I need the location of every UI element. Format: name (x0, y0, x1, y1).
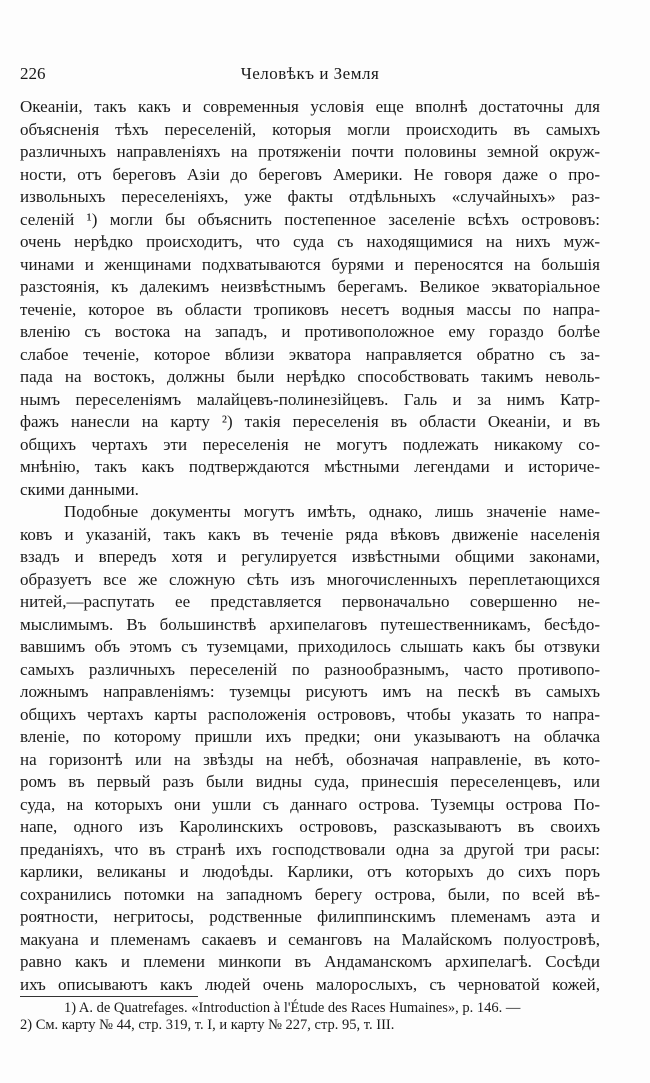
text-line: сохранились потомки на западномъ берегу острова, были, по всей вѣ- (20, 884, 600, 904)
text-line: суда, на которыхъ они ушли съ даннаго острова. Туземцы острова По- (20, 794, 600, 814)
paragraph (20, 501, 600, 996)
text-line: извольныхъ переселенiяхъ, уже факты отдѣльныхъ «случайныхъ» раз- (20, 187, 600, 206)
text-line: ихъ описываютъ какъ людей очень малорослыхъ, съ черноватой кожей, (20, 974, 600, 994)
text-line: Океанiи, такъ какъ и современныя условiя еще вполнѣ достаточны для (20, 97, 600, 116)
text-line: разстоянiя, къ далекимъ неизвѣстнымъ берегамъ. Великое экваторiальное (20, 277, 600, 296)
text-line: чинами и женщинами подхватываются бурями и переносятся на большiя (20, 254, 600, 274)
running-title: Человѣкъ и Земля (240, 64, 380, 83)
text-line: ковъ и указанiй, такъ какъ въ теченiе ряда вѣковъ движенiе населенiя (20, 524, 600, 544)
text-line: макуана и племенамъ сакаевъ и семанговъ на Малайскомъ полуостровѣ, (20, 929, 600, 949)
text-line: общихъ чертахъ карты расположенiя острововъ, чтобы указать то напра- (20, 704, 600, 724)
text-line: мыслимымъ. Въ большинствѣ архипелаговъ путешественникамъ, бесѣдо- (20, 614, 600, 634)
text-line: селенiй ¹) могли бы объяснить постепенное заселенiе всѣхъ острововъ: (20, 209, 600, 229)
body-text (20, 96, 600, 996)
text-line: теченiе, которое въ области тропиковъ несетъ водныя массы по напра- (20, 299, 600, 319)
text-line: фажъ нанесли на карту ²) такiя переселенiя въ области Океанiи, и въ (20, 412, 600, 431)
text-line: карлики, великаны и людоѣды. Карлики, отъ которыхъ до сихъ поръ (20, 862, 600, 881)
text-line: объясненiя тѣхъ переселенiй, которыя могли происходить въ самыхъ (20, 119, 600, 139)
text-line: Подобные документы могутъ имѣть, однако, лишь значенiе наме- (64, 502, 600, 521)
text-line: нымъ переселенiямъ малайцевъ-полинезiйцевъ. Галь и за нимъ Катр- (20, 389, 600, 409)
text-line: самыхъ различныхъ переселенiй по разнообразнымъ, часто противопо- (20, 659, 600, 679)
text-line: нитей,—распутать ее представляется первоначально совершенно не- (20, 592, 600, 611)
text-line: пада на востокъ, должны были нерѣдко способствовать такимъ неволь- (20, 367, 600, 386)
text-line: вленiе, по которому пришли ихъ предки; они указываютъ на облачка (20, 727, 600, 746)
text-line: напе, одного изъ Каролинскихъ острововъ, разсказываютъ въ своихъ (20, 817, 600, 836)
text-line: ромъ въ первый разъ были видны суда, принесшiя переселенцевъ, или (20, 772, 600, 791)
text-line: ложнымъ направленiямъ: туземцы рисуютъ имъ на пескѣ въ самыхъ (20, 682, 600, 701)
text-line: роятности, негритосы, родственные филиппинскимъ племенамъ аэта и (20, 907, 600, 926)
footnote-divider (20, 996, 198, 997)
footnote-2: 2) См. карту № 44, стр. 319, т. I, и карту № 227, стр. 95, т. III. (20, 1017, 395, 1033)
text-line: преданiяхъ, что въ странѣ ихъ господствовали одна за другой три расы: (20, 839, 600, 859)
text-line: вленiю съ востока на западъ, и противоположное ему гораздо болѣе (20, 322, 600, 341)
text-line: слабое теченiе, которое вблизи экватора направляется обратно съ за- (20, 344, 600, 364)
text-line: различныхъ направленiяхъ на протяженiи почти половины земной окруж- (20, 142, 600, 161)
text-line: ности, отъ береговъ Азiи до береговъ Америки. Не говоря даже о про- (20, 164, 600, 184)
text-line: вавшимъ объ этомъ съ туземцами, приходилось слышать какъ бы отзвуки (20, 637, 600, 656)
paragraph (20, 96, 600, 501)
text-line: очень нерѣдко происходитъ, что суда съ находящимися на нихъ муж- (20, 232, 600, 251)
footnotes (20, 1000, 600, 1034)
text-line: равно какъ и племени минкопи въ Андаманскомъ архипелагѣ. Сосѣди (20, 952, 600, 971)
text-line: на горизонтѣ или на звѣзды на небѣ, обозначая направленiе, въ кото- (20, 749, 600, 769)
page-number: 226 (20, 64, 46, 83)
footnote-1: 1) A. de Quatrefages. «Introduction à l'Étude des Races Humaines», p. 146. — (64, 1000, 521, 1016)
text-line: образуетъ все же сложную сѣть изъ многочисленныхъ переплетающихся (20, 569, 600, 589)
text-line: скими данными. (20, 479, 139, 499)
running-header (20, 64, 600, 86)
text-line: взадъ и впередъ хотя и регулируется извѣстными общими законами, (20, 547, 600, 566)
text-line: мнѣнiю, такъ какъ подтверждаются мѣстными легендами и историче- (20, 457, 600, 476)
text-line: общихъ чертахъ эти переселенiя не могутъ подлежать никакому со- (20, 434, 600, 454)
